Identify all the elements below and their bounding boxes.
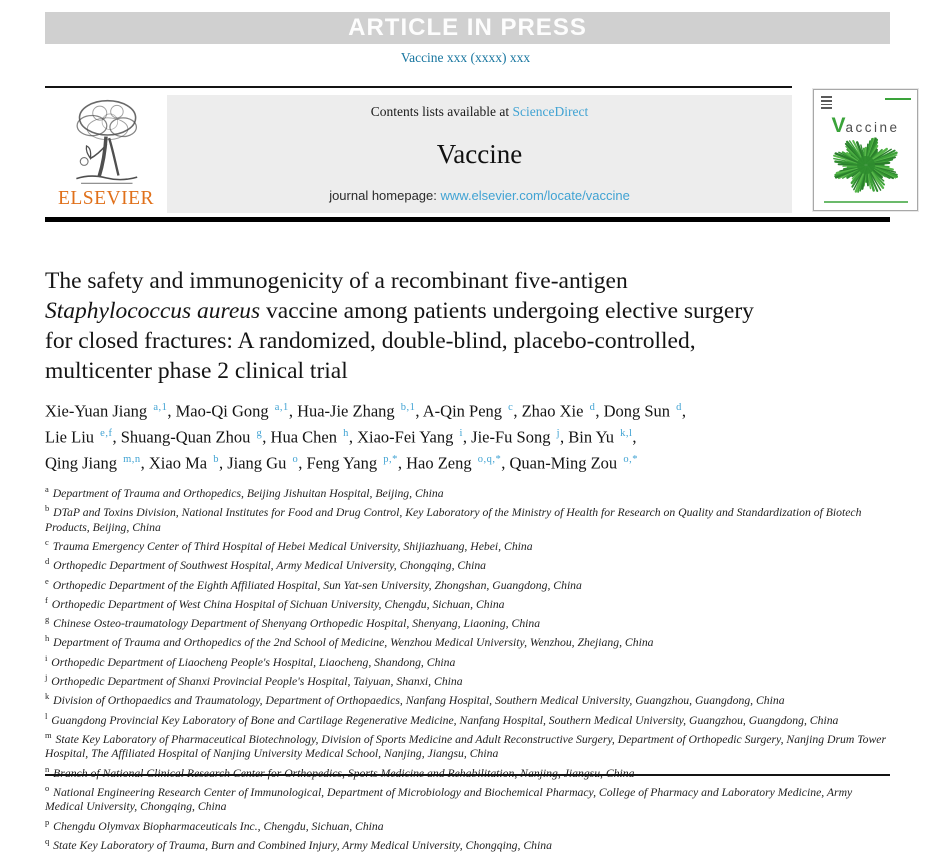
cover-publisher-mark xyxy=(821,96,832,109)
elsevier-wordmark: ELSEVIER xyxy=(58,188,154,210)
title-text: for closed fractures: A randomized, double-blind, placebo-controlled, xyxy=(45,328,696,354)
affiliation xyxy=(45,762,890,781)
affiliation xyxy=(45,593,890,612)
affiliation-label: q xyxy=(45,836,49,846)
contents-line xyxy=(371,104,588,120)
affiliation xyxy=(45,482,890,501)
cover-title-rest: accine xyxy=(845,120,899,135)
homepage-prefix: journal homepage: xyxy=(329,188,440,203)
journal-citation xyxy=(0,50,931,66)
author-affiliation-ref: h xyxy=(343,428,349,439)
author-name: Xie-Yuan Jiang xyxy=(45,402,151,421)
affiliation-label: f xyxy=(45,595,48,605)
affiliation-label: k xyxy=(45,691,49,701)
affiliation xyxy=(45,501,890,535)
article-title xyxy=(45,266,890,386)
affiliation xyxy=(45,689,890,708)
title-line xyxy=(45,296,890,326)
author-affiliation-ref: p,* xyxy=(383,454,398,465)
publisher-logo-cell xyxy=(45,95,167,213)
affiliation-text: Orthopedic Department of the Eighth Affiliated Hospital, Sun Yat-sen University, Zhongshan, Guangdong, China xyxy=(50,578,582,591)
cover-virus-starburst-image xyxy=(823,132,909,198)
author-name: Mao-Qi Gong xyxy=(176,402,273,421)
author-affiliation-ref: k,l xyxy=(620,428,632,439)
author-name: Shuang-Quan Zhou xyxy=(121,428,255,447)
affiliation-text: DTaP and Toxins Division, National Institutes for Food and Drug Control, Key Laboratory of the Ministry of Health for Research on Quality and Standardization of Biotech Products, Beijing, China xyxy=(45,506,861,533)
masthead-bottom-rule xyxy=(45,217,890,222)
author-line: Xie-Yuan Jiang $^{a,1}$, Mao-Qi Gong $^{a,1}$, Hua-Jie Zhang $^{b,1}$, A-Qin Peng $^c$, Zhao Xie $^d$, Dong Sun $^d$, xyxy=(45,397,890,423)
author-name: Hua Chen xyxy=(271,428,342,447)
title-line xyxy=(45,356,890,386)
sciencedirect-link[interactable]: ScienceDirect xyxy=(513,104,589,119)
author-affiliation-ref: j xyxy=(557,428,560,439)
title-line xyxy=(45,326,890,356)
author-name: Quan-Ming Zou xyxy=(509,454,621,473)
journal-cover-thumbnail xyxy=(813,89,918,211)
affiliation-label: p xyxy=(45,817,49,827)
journal-masthead xyxy=(45,95,792,213)
affiliation-text: Orthopedic Department of West China Hospital of Sichuan University, Chengdu, Sichuan, China xyxy=(49,598,505,611)
homepage-line xyxy=(329,188,630,203)
affiliation-text: Chinese Osteo-traumatology Department of Shenyang Orthopedic Hospital, Shenyang, Liaoning, China xyxy=(50,617,540,630)
page-bottom-rule xyxy=(45,774,890,776)
affiliation-label: o xyxy=(45,783,49,793)
elsevier-tree-icon xyxy=(67,96,145,188)
affiliation-label: e xyxy=(45,576,49,586)
affiliation-text: Orthopedic Department of Shanxi Provincial People's Hospital, Taiyuan, Shanxi, China xyxy=(48,675,462,688)
title-species-italic: Staphylococcus aureus xyxy=(45,298,260,324)
affiliation xyxy=(45,612,890,631)
author-affiliation-ref: o,* xyxy=(623,454,638,465)
affiliation xyxy=(45,535,890,554)
article-in-press-banner xyxy=(45,12,890,44)
author-name: Xiao-Fei Yang xyxy=(357,428,457,447)
title-text: vaccine among patients undergoing elective surgery xyxy=(260,298,754,324)
author-name: Lie Liu xyxy=(45,428,98,447)
author-affiliation-ref: e,f xyxy=(100,428,112,439)
affiliation-label: j xyxy=(45,672,47,682)
affiliation-text: State Key Laboratory of Trauma, Burn and Combined Injury, Army Medical University, Chongqing, China xyxy=(50,839,552,852)
affiliation xyxy=(45,670,890,689)
author-affiliation-ref: d xyxy=(676,402,682,413)
author-name: A-Qin Peng xyxy=(423,402,506,421)
author-line: Lie Liu $^{e,f}$, Shuang-Quan Zhou $^g$, Hua Chen $^h$, Xiao-Fei Yang $^i$, Jie-Fu Song $^j$, Bin Yu $^{k,l}$, xyxy=(45,423,890,449)
author-name: Feng Yang xyxy=(306,454,381,473)
author-name: Qing Jiang xyxy=(45,454,121,473)
affiliation xyxy=(45,574,890,593)
affiliation xyxy=(45,709,890,728)
citation-text: Vaccine xxx (xxxx) xxx xyxy=(401,50,530,65)
author-affiliation-ref: o,q,* xyxy=(478,454,502,465)
affiliation xyxy=(45,815,890,834)
affiliation-label: l xyxy=(45,711,47,721)
homepage-link[interactable]: www.elsevier.com/locate/vaccine xyxy=(441,188,630,203)
affiliation-label: g xyxy=(45,614,49,624)
affiliation-text: Chengdu Olymvax Biopharmaceuticals Inc., Chengdu, Sichuan, China xyxy=(50,820,383,833)
affiliation-text: Orthopedic Department of Liaocheng People's Hospital, Liaocheng, Shandong, China xyxy=(48,656,455,669)
author-affiliation-ref: m,n xyxy=(123,454,141,465)
affiliation-label: i xyxy=(45,653,47,663)
affiliation xyxy=(45,781,890,815)
author-name: Xiao Ma xyxy=(149,454,211,473)
affiliation-text: Trauma Emergency Center of Third Hospital of Hebei Medical University, Shijiazhuang, Hebei, China xyxy=(50,540,533,553)
author-affiliation-ref: b,1 xyxy=(401,402,416,413)
author-name: Jiang Gu xyxy=(227,454,290,473)
affiliation xyxy=(45,554,890,573)
author-affiliation-ref: i xyxy=(460,428,463,439)
affiliation-list xyxy=(45,482,890,853)
author-affiliation-ref: d xyxy=(590,402,596,413)
affiliation-text: Department of Trauma and Orthopedics, Beijing Jishuitan Hospital, Beijing, China xyxy=(50,487,444,500)
author-affiliation-ref: c xyxy=(508,402,513,413)
author-name: Zhao Xie xyxy=(522,402,588,421)
author-name: Dong Sun xyxy=(604,402,675,421)
author-name: Bin Yu xyxy=(568,428,618,447)
affiliation-text: Guangdong Provincial Key Laboratory of Bone and Cartilage Regenerative Medicine, Nanfang Hospital, Southern Medical University, Guangzhou, Guangdong, China xyxy=(48,714,838,727)
affiliation-label: a xyxy=(45,484,49,494)
affiliation xyxy=(45,834,890,853)
affiliation-label: d xyxy=(45,556,49,566)
author-affiliation-ref: a,1 xyxy=(153,402,167,413)
title-text: multicenter phase 2 clinical trial xyxy=(45,358,348,384)
author-affiliation-ref: o xyxy=(292,454,298,465)
author-name: Jie-Fu Song xyxy=(471,428,554,447)
affiliation-label: h xyxy=(45,633,49,643)
affiliation-text: Orthopedic Department of Southwest Hospital, Army Medical University, Chongqing, China xyxy=(50,559,486,572)
banner-label: ARTICLE IN PRESS xyxy=(348,14,587,42)
affiliation-label: b xyxy=(45,503,49,513)
author-affiliation-ref: b xyxy=(213,454,219,465)
masthead-center-panel xyxy=(167,95,792,213)
contents-prefix: Contents lists available at xyxy=(371,104,513,119)
cover-issue-text xyxy=(885,98,911,100)
cover-footer-text xyxy=(824,201,908,204)
title-line xyxy=(45,266,890,296)
affiliation-text: Department of Trauma and Orthopedics of the 2nd School of Medicine, Wenzhou Medical University, Wenzhou, Zhejiang, China xyxy=(50,636,653,649)
affiliation-text: National Engineering Research Center of Immunological, Department of Microbiology and Biochemical Pharmacy, College of Pharmacy and Laboratory Medicine, Army Medical University, Chongqing, China xyxy=(45,786,852,813)
author-line: Qing Jiang $^{m,n}$, Xiao Ma $^b$, Jiang Gu $^o$, Feng Yang $^{p,*}$, Hao Zeng $^{o,q,*}$, Quan-Ming Zou $^{o,*}$ xyxy=(45,449,890,475)
cover-title-initial: V xyxy=(831,114,845,137)
affiliation xyxy=(45,728,890,762)
journal-title: Vaccine xyxy=(437,141,522,168)
affiliation-label: m xyxy=(45,730,52,740)
affiliation xyxy=(45,631,890,650)
author-list xyxy=(45,397,890,475)
masthead-top-rule xyxy=(45,86,792,88)
affiliation-text: State Key Laboratory of Pharmaceutical Biotechnology, Division of Sports Medicine and Adult Reconstructive Surgery, Department of Orthopedic Surgery, Nanjing Drum Tower Hospital, The Affiliated Hospital of Nanjing University Medical School, Nanjing, Jiangsu, China xyxy=(45,733,886,760)
title-text: The safety and immunogenicity of a recombinant five-antigen xyxy=(45,268,628,294)
author-affiliation-ref: a,1 xyxy=(275,402,289,413)
affiliation-label: c xyxy=(45,537,49,547)
affiliation-text: Division of Orthopaedics and Traumatology, Department of Orthopaedics, Nanfang Hospital, Southern Medical University, Guangzhou, Guangdong, China xyxy=(50,694,784,707)
author-name: Hua-Jie Zhang xyxy=(297,402,399,421)
affiliation xyxy=(45,651,890,670)
affiliation-label: n xyxy=(45,764,49,774)
author-name: Hao Zeng xyxy=(406,454,476,473)
author-affiliation-ref: g xyxy=(257,428,263,439)
